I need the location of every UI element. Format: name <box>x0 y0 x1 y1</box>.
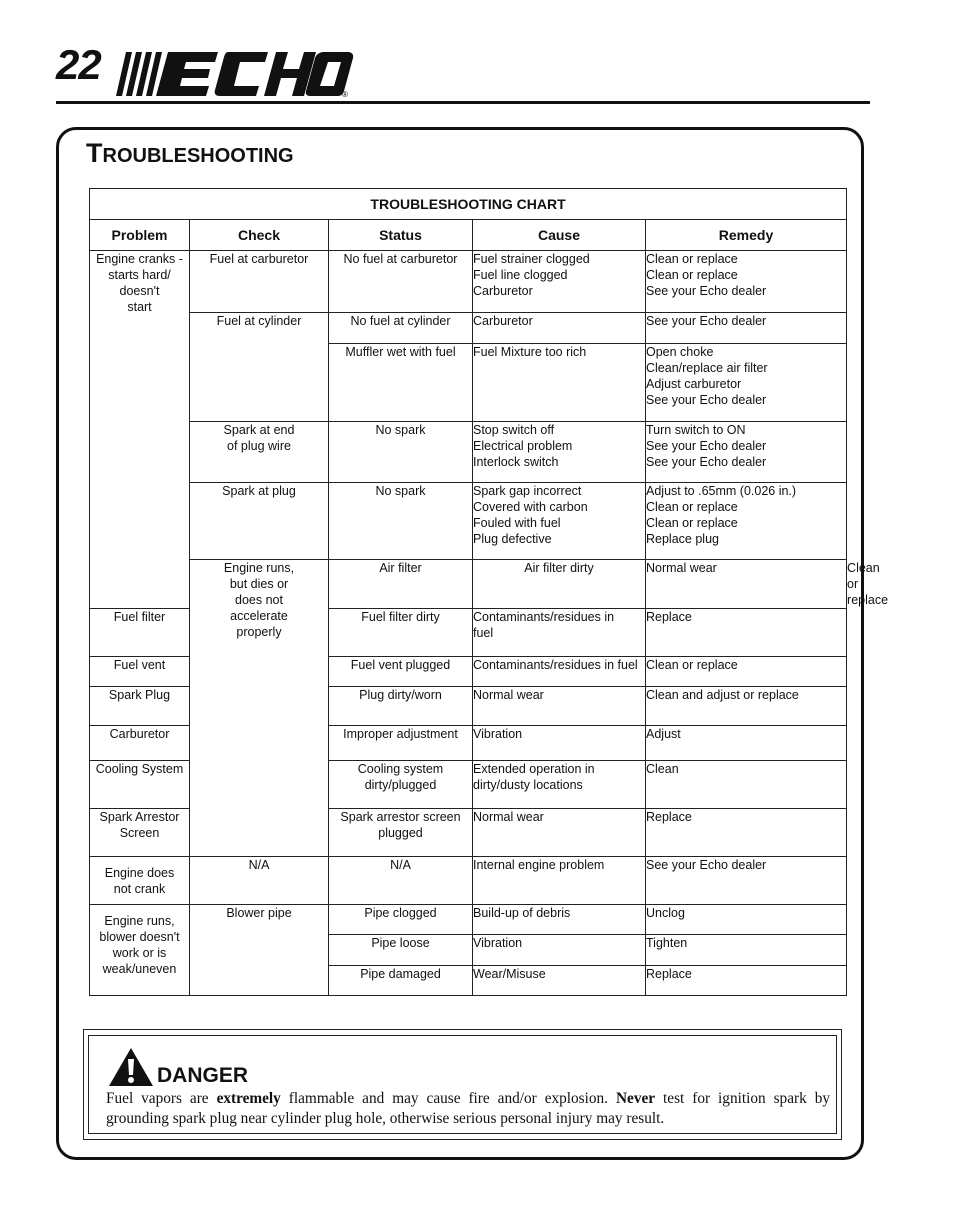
cause-cell: Contaminants/residues in fuel <box>473 657 646 687</box>
column-header-problem: Problem <box>90 220 190 251</box>
check-cell: Fuel filter <box>90 609 190 657</box>
status-cell: Fuel vent plugged <box>329 657 473 687</box>
remedy-cell: Unclog <box>646 905 847 935</box>
cause-cell: Vibration <box>473 935 646 966</box>
remedy-cell: Clean or replace <box>646 657 847 687</box>
cause-cell: Spark gap incorrect Covered with carbon Fouled with fuel Plug defective <box>473 483 646 560</box>
section-title-rest: ROUBLESHOOTING <box>102 145 294 167</box>
remedy-cell: Clean or replace Clean or replace See your Echo dealer <box>646 251 847 313</box>
check-cell: N/A <box>190 857 329 905</box>
troubleshooting-chart <box>89 188 889 996</box>
status-cell: Improper adjustment <box>329 726 473 761</box>
column-header-status: Status <box>329 220 473 251</box>
cause-cell: Internal engine problem <box>473 857 646 905</box>
check-cell: Spark Arrestor Screen <box>90 809 190 857</box>
cause-cell: Normal wear <box>473 809 646 857</box>
chart-title: TROUBLESHOOTING CHART <box>90 189 847 220</box>
status-cell: No fuel at carburetor <box>329 251 473 313</box>
status-cell: N/A <box>329 857 473 905</box>
cause-cell: Contaminants/residues in fuel <box>473 609 646 657</box>
cause-cell: Build-up of debris <box>473 905 646 935</box>
table-row <box>90 483 847 560</box>
column-header-check: Check <box>190 220 329 251</box>
column-header-remedy: Remedy <box>646 220 847 251</box>
check-cell: Spark at end of plug wire <box>190 422 329 483</box>
registered-mark: ® <box>342 90 348 99</box>
table-row <box>90 905 847 935</box>
remedy-cell: Clean <box>646 761 847 809</box>
status-cell: Fuel filter dirty <box>329 609 473 657</box>
check-cell: Fuel at cylinder <box>190 313 329 422</box>
table-row: Engine runs, but dies or does not accelerate properly Air filter Air filter dirty Normal wear Clean or replace <box>90 560 847 609</box>
status-cell: No fuel at cylinder <box>329 313 473 344</box>
page-number: 22 <box>56 41 101 88</box>
logo-letters <box>156 52 353 96</box>
status-cell: Air filter dirty <box>473 560 646 609</box>
table-row <box>90 422 847 483</box>
cause-cell: Vibration <box>473 726 646 761</box>
status-cell: Pipe loose <box>329 935 473 966</box>
section-title-initial: T <box>86 138 103 168</box>
section-title <box>86 140 294 167</box>
cause-cell: Carburetor <box>473 313 646 344</box>
remedy-cell: Replace <box>646 609 847 657</box>
danger-text: Fuel vapors are extremely flammable and may cause fire and/or explosion. Never test for ignition spark by grounding spark plug near cylinder plug hole, otherwise serious personal injury may result. <box>106 1090 830 1127</box>
emphasis-never: Never <box>615 1090 656 1107</box>
remedy-cell: Adjust <box>646 726 847 761</box>
status-cell: Pipe damaged <box>329 966 473 996</box>
status-cell: No spark <box>329 422 473 483</box>
status-cell: Pipe clogged <box>329 905 473 935</box>
warning-triangle-icon <box>108 1047 154 1087</box>
emphasis-extremely: extremely <box>216 1090 281 1107</box>
status-cell: Spark arrestor screen plugged <box>329 809 473 857</box>
remedy-cell: Replace <box>646 966 847 996</box>
status-cell: Plug dirty/worn <box>329 687 473 726</box>
remedy-cell: Adjust to .65mm (0.026 in.) Clean or replace Clean or replace Replace plug <box>646 483 847 560</box>
remedy-cell: Replace <box>646 809 847 857</box>
header-rule <box>56 101 870 104</box>
check-cell: Cooling System <box>90 761 190 809</box>
check-cell: Carburetor <box>90 726 190 761</box>
problem-cell: Engine does not crank <box>90 857 190 905</box>
remedy-cell: Turn switch to ON See your Echo dealer See your Echo dealer <box>646 422 847 483</box>
cause-cell: Extended operation in dirty/dusty locations <box>473 761 646 809</box>
status-cell: Cooling system dirty/plugged <box>329 761 473 809</box>
remedy-cell: Open choke Clean/replace air filter Adjust carburetor See your Echo dealer <box>646 344 847 422</box>
table-row <box>90 251 847 313</box>
check-cell: Blower pipe <box>190 905 329 996</box>
danger-heading: DANGER <box>157 1064 249 1087</box>
status-cell: No spark <box>329 483 473 560</box>
cause-cell: Stop switch off Electrical problem Interlock switch <box>473 422 646 483</box>
problem-cell: Engine runs, but dies or does not accelerate properly <box>190 560 329 857</box>
remedy-cell: See your Echo dealer <box>646 313 847 344</box>
cause-cell: Normal wear <box>473 687 646 726</box>
cause-cell: Normal wear <box>646 560 847 609</box>
echo-logo <box>116 46 356 102</box>
problem-cell: Engine runs, blower doesn't work or is weak/uneven <box>90 905 190 996</box>
cause-cell: Fuel strainer clogged Fuel line clogged Carburetor <box>473 251 646 313</box>
check-cell: Fuel vent <box>90 657 190 687</box>
cause-cell: Wear/Misuse <box>473 966 646 996</box>
remedy-cell: See your Echo dealer <box>646 857 847 905</box>
check-cell: Spark at plug <box>190 483 329 560</box>
remedy-cell: Clean and adjust or replace <box>646 687 847 726</box>
check-cell: Air filter <box>329 560 473 609</box>
table-row <box>90 857 847 905</box>
remedy-cell: Tighten <box>646 935 847 966</box>
check-cell: Spark Plug <box>90 687 190 726</box>
problem-cell: Engine cranks - starts hard/ doesn't start <box>90 251 190 609</box>
logo-speed-stripes <box>116 52 162 96</box>
column-header-cause: Cause <box>473 220 646 251</box>
status-cell: Muffler wet with fuel <box>329 344 473 422</box>
table-row <box>90 313 847 344</box>
cause-cell: Fuel Mixture too rich <box>473 344 646 422</box>
check-cell: Fuel at carburetor <box>190 251 329 313</box>
